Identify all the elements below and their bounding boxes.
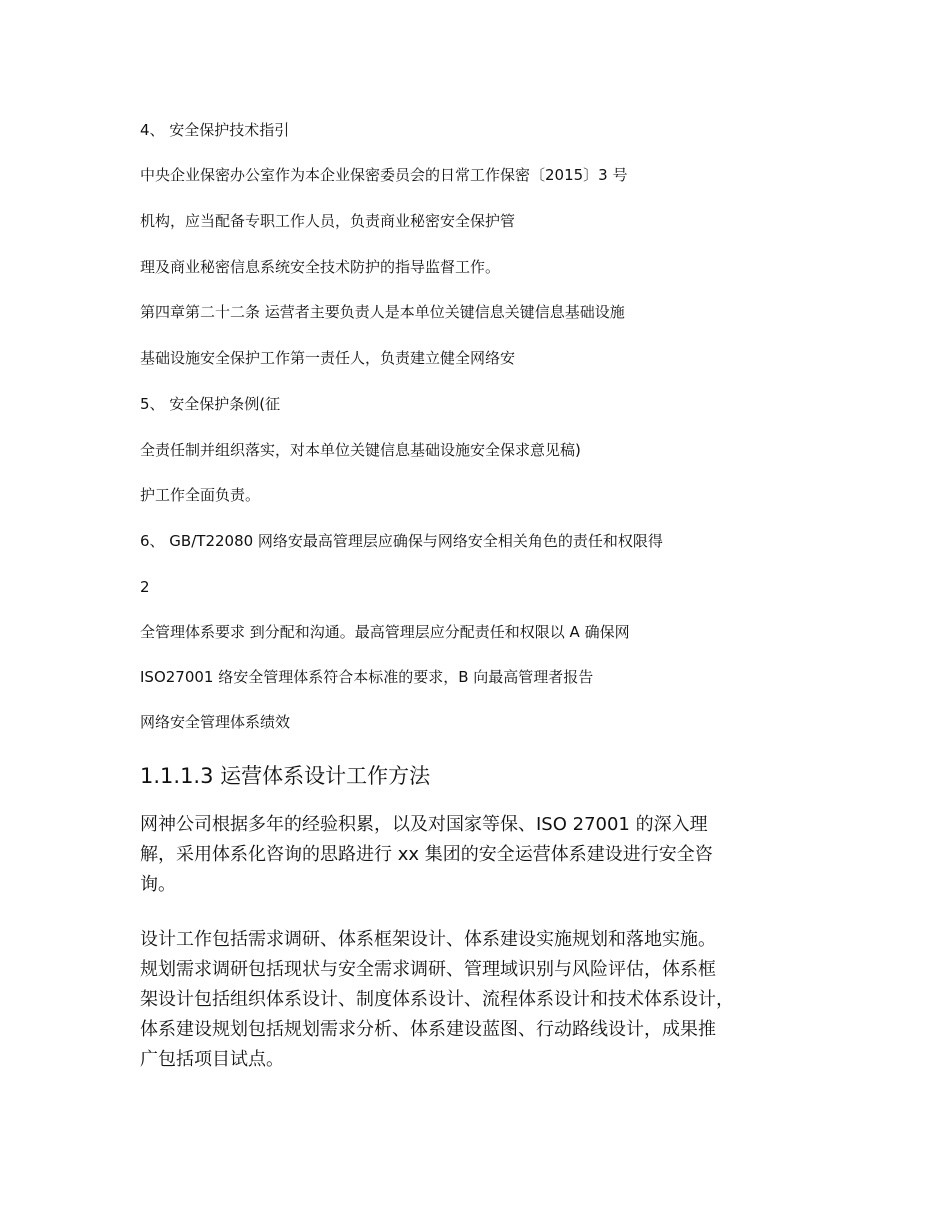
text-line: 护工作全面负责。 (140, 486, 261, 504)
text-line: 全管理体系要求 到分配和沟通。最高管理层应分配责任和权限以 A 确保网 (140, 623, 630, 641)
text-line: 5、 安全保护条例(征 (140, 395, 281, 413)
paragraph-line: 设计工作包括需求调研、体系框架设计、体系建设实施规划和落地实施。 (140, 929, 716, 950)
text-line: 6、 GB/T22080 网络安最高管理层应确保与网络安全相关角色的责任和权限得 (140, 532, 663, 550)
text-line: 4、 安全保护技术指引 (140, 121, 290, 139)
text-line: 网络安全管理体系绩效 (140, 713, 291, 731)
text-line: 全责任制并组织落实，对本单位关键信息基础设施安全保求意见稿) (140, 441, 581, 459)
paragraph-line: 规划需求调研包括现状与安全需求调研、管理域识别与风险评估，体系框 (140, 959, 716, 980)
section-heading: 1.1.1.3 运营体系设计工作方法 (140, 764, 431, 788)
text-line: 中央企业保密办公室作为本企业保密委员会的日常工作保密〔2015〕3 号 (140, 166, 628, 184)
text-line: 基础设施安全保护工作第一责任人，负责建立健全网络安 (140, 349, 516, 367)
paragraph-design-work (140, 925, 830, 1075)
text-line: 机构，应当配备专职工作人员，负责商业秘密安全保护管 (140, 212, 516, 230)
text-line: 理及商业秘密信息系统安全技术防护的指导监督工作。 (140, 258, 501, 276)
paragraph-line: 询。 (140, 874, 176, 895)
paragraph-line: 体系建设规划包括规划需求分析、体系建设蓝图、行动路线设计，成果推 (140, 1019, 716, 1040)
paragraph-line: 广包括项目试点。 (140, 1049, 284, 1070)
paragraph-line: 解，采用体系化咨询的思路进行 xx 集团的安全运营体系建设进行安全咨 (140, 844, 713, 865)
page-number-text: 2 (140, 578, 150, 596)
paragraph-line: 架设计包括组织体系设计、制度体系设计、流程体系设计和技术体系设计， (140, 989, 734, 1010)
paragraph-line: 网神公司根据多年的经验积累，以及对国家等保、ISO 27001 的深入理 (140, 814, 708, 835)
text-line: ISO27001 络安全管理体系符合本标准的要求，B 向最高管理者报告 (140, 668, 594, 686)
text-line: 第四章第二十二条 运营者主要负责人是本单位关键信息关键信息基础设施 (140, 303, 625, 321)
paragraph-method-intro (140, 810, 830, 900)
